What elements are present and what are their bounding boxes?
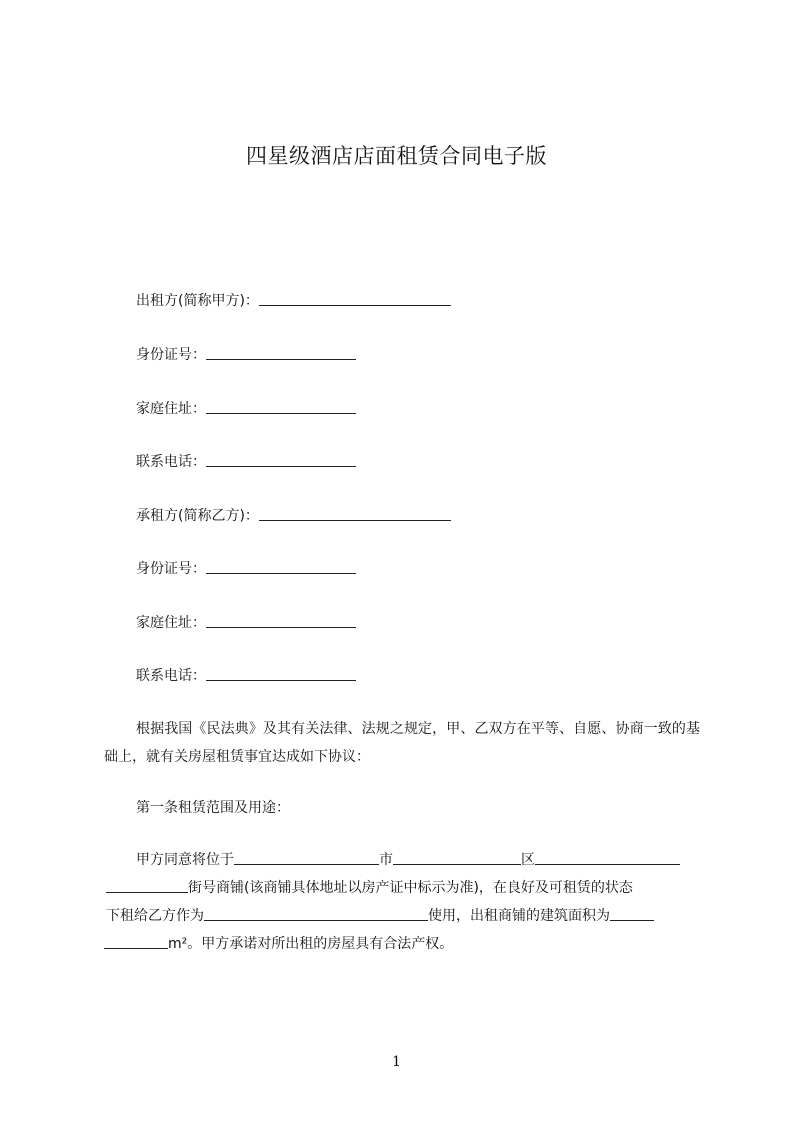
document-title: 四星级酒店店面租赁合同电子版 bbox=[246, 144, 547, 168]
article-1-line-1 bbox=[136, 849, 680, 871]
fill-blank bbox=[393, 850, 521, 865]
lessee-address-field bbox=[136, 612, 356, 634]
lessor-id-field bbox=[136, 344, 356, 366]
fill-blank bbox=[104, 934, 168, 949]
fill-blank bbox=[106, 878, 188, 893]
clause-text: 甲方同意将位于 bbox=[136, 852, 234, 868]
lessee-name-field bbox=[136, 505, 451, 527]
fill-blank bbox=[206, 345, 356, 360]
field-label: 联系电话： bbox=[136, 668, 206, 684]
fill-blank bbox=[610, 906, 654, 921]
fill-blank bbox=[234, 850, 379, 865]
field-label: 家庭住址： bbox=[136, 615, 206, 631]
clause-text: 街号商铺(该商铺具体地址以房产证中标示为准)，在良好及可租赁的状态 bbox=[188, 880, 633, 896]
clause-text: 市 bbox=[379, 852, 393, 868]
fill-blank bbox=[206, 399, 356, 414]
lessor-address-field bbox=[136, 398, 356, 420]
field-label: 出租方(简称甲方)： bbox=[136, 293, 259, 309]
page-number: 1 bbox=[392, 1054, 401, 1070]
fill-blank bbox=[206, 666, 356, 681]
fill-blank bbox=[535, 850, 680, 865]
article-1-line-4 bbox=[104, 933, 453, 955]
fill-blank bbox=[206, 613, 356, 628]
field-label: 联系电话： bbox=[136, 454, 206, 470]
lessee-phone-field bbox=[136, 665, 356, 687]
clause-text: 下租给乙方作为 bbox=[106, 908, 204, 924]
field-label: 身份证号： bbox=[136, 561, 206, 577]
fill-blank bbox=[206, 559, 356, 574]
lessee-id-field bbox=[136, 558, 356, 580]
clause-text: 区 bbox=[521, 852, 535, 868]
intro-paragraph: 根据我国《民法典》及其有关法律、法规之规定，甲、乙双方在平等、自愿、协商一致的基础上，就有关房屋租赁事宜达成如下协议： bbox=[104, 721, 700, 765]
lessor-phone-field bbox=[136, 451, 356, 473]
field-label: 身份证号： bbox=[136, 347, 206, 363]
article-1-line-2 bbox=[106, 877, 633, 899]
article-1-line-3 bbox=[106, 905, 654, 927]
fill-blank bbox=[259, 291, 451, 306]
fill-blank bbox=[206, 452, 356, 467]
fill-blank bbox=[204, 906, 428, 921]
field-label: 家庭住址： bbox=[136, 401, 206, 417]
field-label: 承租方(简称乙方)： bbox=[136, 508, 259, 524]
clause-text: m²。甲方承诺对所出租的房屋具有合法产权。 bbox=[168, 936, 454, 952]
clause-text: 使用，出租商铺的建筑面积为 bbox=[428, 908, 610, 924]
article-1-heading: 第一条租赁范围及用途： bbox=[136, 800, 290, 816]
fill-blank bbox=[259, 506, 451, 521]
lessor-name-field bbox=[136, 290, 451, 312]
